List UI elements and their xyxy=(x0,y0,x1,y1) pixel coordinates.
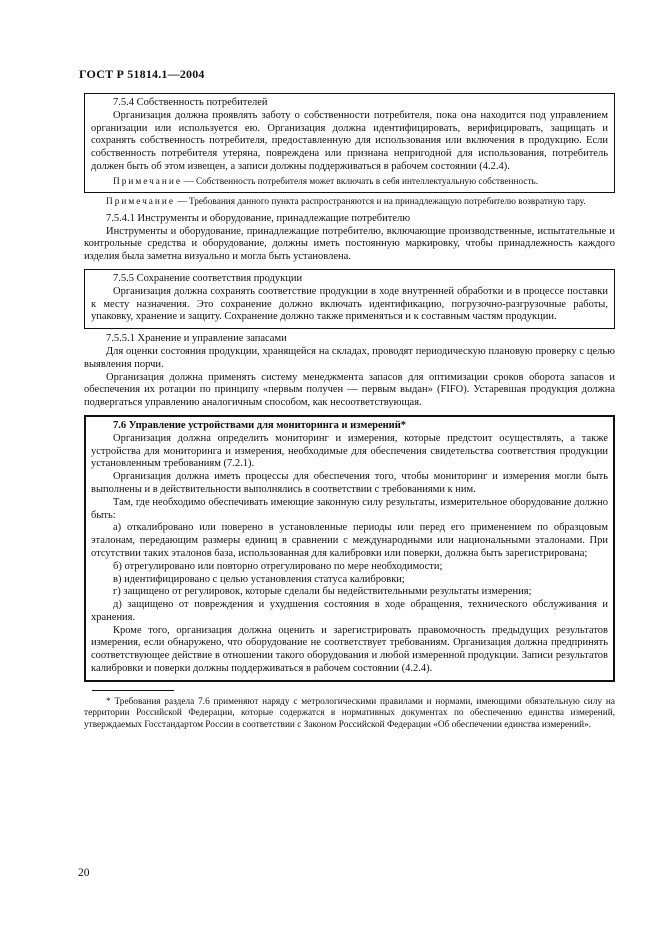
footnote-divider xyxy=(92,690,174,691)
document-header: ГОСТ Р 51814.1—2004 xyxy=(79,67,205,81)
list-item-d: д) защищено от повреждения и ухудшения состояния в ходе обращения, технического обслуживания и хранения. xyxy=(91,599,608,623)
list-item-b: б) отрегулировано или повторно отрегулировано по мере необходимости; xyxy=(113,560,443,572)
clause-7-5-5-1-text-2: Организация должна применять систему менеджмента запасов для оптимизации сроков оборота запасов и обеспечения их ротации по принципу «первым получен — первым выдан» (FIFO). Устаревшая продукция должна подвергаться управлению аналогичным способом, как несоответствующая. xyxy=(84,371,615,409)
note-text: — Требования данного пункта распространяются и на принадлежащую потребителю возвратную тару. xyxy=(175,197,586,208)
footnote: * Требования раздела 7.6 применяют наряду с метрологическими правилами и нормами, имеющими обязательную силу на территории Российской Федерации, которые содержатся в нормативных документах по обеспечению единства измерений, утверждаемых Госстандартом России в соответствии с Законом Российской Федерации «Об обеспечении единства измерений». xyxy=(84,696,615,730)
list-item-g: г) защищено от регулировок, которые сделали бы недействительными результаты измерения; xyxy=(113,586,532,598)
clause-7-5-4-note xyxy=(91,177,608,189)
note-label: Примечание xyxy=(106,197,175,208)
return-packaging-note xyxy=(84,197,615,209)
clause-7-6-text-1: Организация должна определить мониторинг и измерения, которые предстоит осуществлять, а также устройства для мониторинга и измерения, необходимые для обеспечения свидетельства соответствия продукции установленным требованиям (7.2.1). xyxy=(91,432,608,470)
clause-7-6-text-2: Организация должна иметь процессы для обеспечения того, чтобы мониторинг и измерения могли быть выполнены и в действительности выполнялись в соответствии с требованиями к ним. xyxy=(91,471,608,495)
clause-7-5-4-1-text: Инструменты и оборудование, принадлежащие потребителю, включающие производственные, испытательные и контрольные средства и оборудование, должны иметь постоянную маркировку, чтобы принадлежность каждого изделия была заметна визуально и могла быть установлена. xyxy=(84,225,615,263)
clause-7-5-5-1 xyxy=(84,333,615,410)
clause-7-6-text-4: Кроме того, организация должна оценить и зарегистрировать правомочность предыдущих результатов измерения, если обнаружено, что оборудование не соответствует требованиям. Организация должна предпринять соответствующее действие в отношении такого оборудования и любой измеренной продукции. Записи результатов калибровки и поверки должны поддерживаться в рабочем состоянии (4.2.4). xyxy=(91,624,608,675)
clause-7-5-5-1-title: 7.5.5.1 Хранение и управление запасами xyxy=(106,333,287,345)
clause-7-5-5-text: Организация должна сохранять соответствие продукции в ходе внутренней обработки и в процессе поставки к месту назначения. Это сохранение должно включать идентификацию, погрузочно-разгрузочные работы, упаковку, хранение и защиту. Сохранение должно также применяться и к составным частям продукции. xyxy=(91,285,608,323)
page-content xyxy=(84,93,615,731)
note-label: Примечание xyxy=(113,176,182,187)
clause-7-5-4-box xyxy=(84,93,615,193)
clause-7-6-text-3: Там, где необходимо обеспечивать имеющие законную силу результаты, измерительное оборудование должно быть: xyxy=(91,496,608,521)
clause-7-5-5-title: 7.5.5 Сохранение соответствия продукции xyxy=(113,272,303,284)
clause-7-5-5-box xyxy=(84,269,615,329)
page-number: 20 xyxy=(78,867,90,879)
clause-7-5-4-1-title: 7.5.4.1 Инструменты и оборудование, принадлежащие потребителю xyxy=(106,212,411,224)
note-text: — Собственность потребителя может включать в себя интеллектуальную собственность. xyxy=(182,176,539,187)
clause-7-5-5-1-text-1: Для оценки состояния продукции, хранящейся на складах, проводят периодическую плановую проверку с целью выявления порчи. xyxy=(84,345,615,370)
list-item-a: а) откалибровано или поверено в установленные периоды или перед его применением по образцовым эталонам, передающим размеры единиц в сравнении с международными или национальными эталонами. При отсутствии таких эталонов база, использованная для калибровки или поверки, должна быть зарегистрирована; xyxy=(91,522,608,559)
clause-7-6-box xyxy=(84,415,615,682)
clause-7-6-title: 7.6 Управление устройствами для мониторинга и измерений* xyxy=(113,419,407,431)
list-item-v: в) идентифицировано с целью установления статуса калибровки; xyxy=(113,573,405,585)
clause-7-5-4-title: 7.5.4 Собственность потребителей xyxy=(113,97,268,108)
clause-7-5-4-text: Организация должна проявлять заботу о собственности потребителя, пока она находится под управлением организации или используется ею. Организация должна идентифицировать, верифицировать, защищать и сохранять собственность потребителя, предоставленную для использования или включения в продукцию. Если собственность потребителя утеряна, повреждена или признана непригодной для использования, потребитель должен быть об этом извещен, а записи должны поддерживаться в рабочем состоянии (4.2.4). xyxy=(91,109,608,172)
clause-7-5-4-1 xyxy=(84,213,615,264)
